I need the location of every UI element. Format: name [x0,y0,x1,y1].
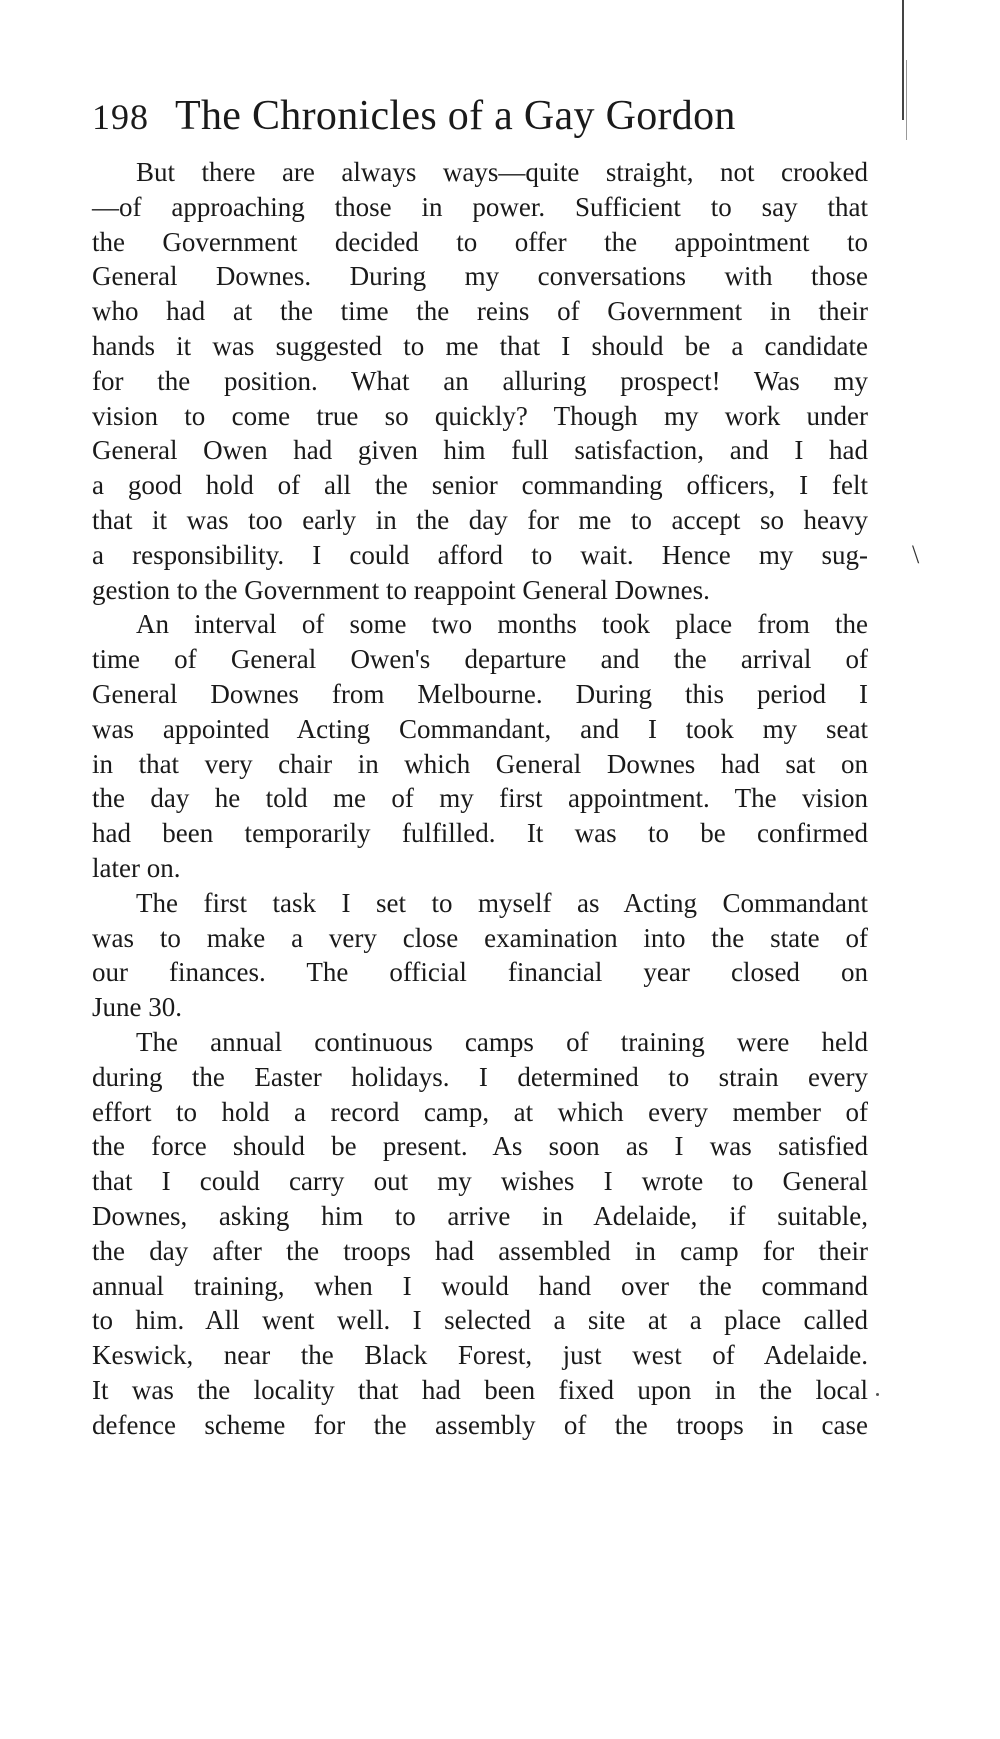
body-text [92,155,868,1442]
text-line: gestion to the Government to reappoint General Downes. [92,574,710,605]
page-header [92,92,872,148]
text-line: our finances. The official financial year closed on [92,957,868,988]
text-line: that it was too early in the day for me to accept so heavy [92,504,868,535]
text-line: June 30. [92,992,182,1023]
text-line: for the position. What an alluring prospect! Was my [92,365,868,396]
text-line: annual training, when I would hand over the command [92,1270,868,1301]
text-line: the Government decided to offer the appointment to [92,226,868,257]
running-head: The Chronicles of a Gay Gordon [175,93,736,139]
margin-mark: \ [912,540,920,569]
text-line: hands it was suggested to me that I should be a candidate [92,330,868,361]
text-line: later on. [92,852,181,883]
text-line: Keswick, near the Black Forest, just west of Adelaide. [92,1340,868,1371]
text-line: the day after the troops had assembled in camp for their [92,1235,868,1266]
text-line: was appointed Acting Commandant, and I took my seat [92,713,868,744]
text-line: General Downes from Melbourne. During this period I [92,678,868,709]
text-line: a responsibility. I could afford to wait. Hence my sug- [92,539,868,570]
text-line: The annual continuous camps of training were held [136,1026,868,1057]
text-line: time of General Owen's departure and the arrival of [92,644,868,675]
text-line: was to make a very close examination into the state of [92,922,868,953]
margin-dot [876,1393,879,1396]
text-line: —of approaching those in power. Sufficient to say that [92,191,868,222]
text-line: during the Easter holidays. I determined to strain every [92,1061,868,1092]
text-line: General Owen had given him full satisfaction, and I had [92,435,868,466]
text-line: defence scheme for the assembly of the troops in case [92,1409,868,1440]
text-line: the day he told me of my first appointment. The vision [92,783,868,814]
text-line: General Downes. During my conversations with those [92,261,868,292]
text-line: the force should be present. As soon as I was satisfied [92,1131,868,1162]
text-line: a good hold of all the senior commanding officers, I felt [92,470,868,501]
text-line: Downes, asking him to arrive in Adelaide, if suitable, [92,1200,868,1231]
text-line: who had at the time the reins of Government in their [92,296,868,327]
page-number: 198 [92,97,149,137]
text-line: It was the locality that had been fixed upon in the local [92,1374,868,1405]
text-line: vision to come true so quickly? Though my work under [92,400,868,431]
text-line: had been temporarily fulfilled. It was to be confirmed [92,818,868,849]
text-line: But there are always ways—quite straight, not crooked [136,157,868,187]
text-line: that I could carry out my wishes I wrote to General [92,1166,868,1197]
page-edge-rule [902,0,904,120]
text-line: in that very chair in which General Downes had sat on [92,748,868,779]
text-line: effort to hold a record camp, at which every member of [92,1096,868,1127]
page-edge-rule-faint [906,60,907,140]
text-line: The first task I set to myself as Acting Commandant [136,887,868,918]
text-line: An interval of some two months took place from the [136,609,868,640]
text-line: to him. All went well. I selected a site at a place called [92,1305,868,1336]
